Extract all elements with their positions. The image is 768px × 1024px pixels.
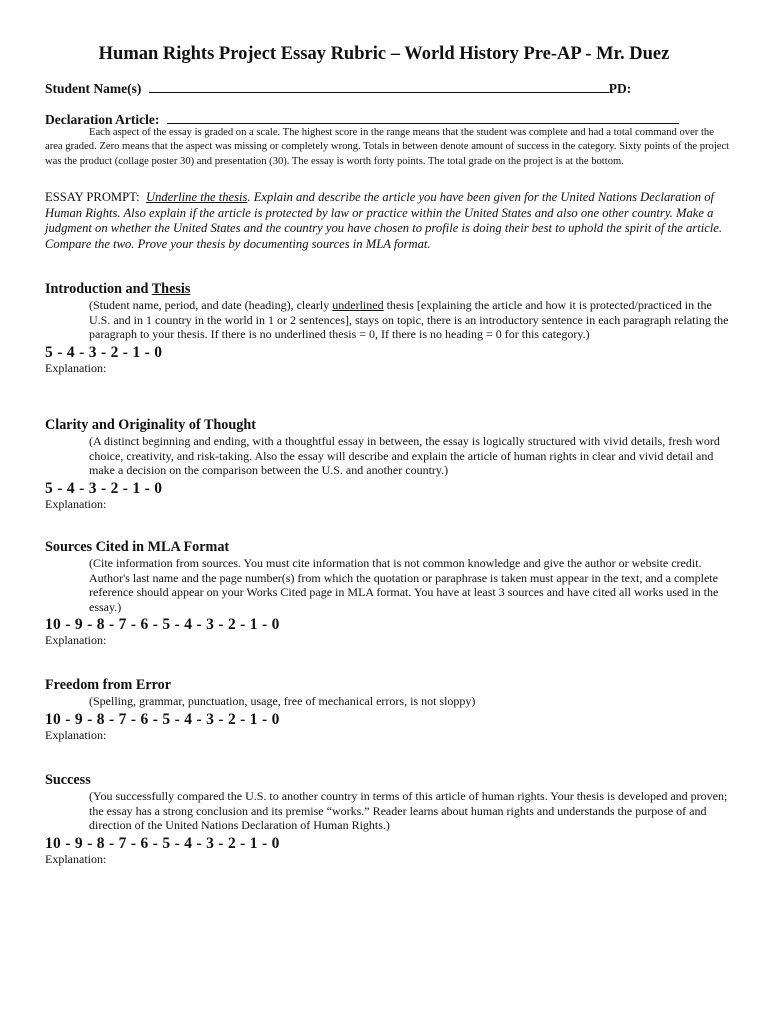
score-scale: 10 - 9 - 8 - 7 - 6 - 5 - 4 - 3 - 2 - 1 - 0 [45, 616, 280, 634]
essay-prompt-text: . Explain and describe the article you have been given for the United Nations Declaration of Human Rights. Also explain if the article is protected by law or practice within the United States and also one other country. Make a judgment on whether the United States and the country you have chosen to profile is doing their best to uphold the spirit of the article. Compare the two. Prove your thesis by documenting sources in MLA format. [45, 190, 723, 251]
section-sources-mla [45, 539, 731, 647]
score-scale: 5 - 4 - 3 - 2 - 1 - 0 [45, 479, 163, 497]
essay-prompt [45, 190, 731, 252]
explanation-label: Explanation: [45, 727, 107, 742]
section-title-underlined: Thesis [151, 281, 191, 297]
section-description: (Spelling, grammar, punctuation, usage, free of mechanical errors, is not sloppy) [89, 694, 476, 708]
section-description-underlined: underlined [332, 298, 384, 312]
student-name-label: Student Name(s) [45, 81, 142, 96]
section-description: (You successfully compared the U.S. to another country in terms of this article of human rights. Your thesis is developed and proven; the essay has a strong conclusion and its premise “works.” Reader learns about human rights and understands the purpose of and direction of the United Nations Declaration of Human Rights.) [89, 789, 728, 833]
underline-thesis-instruction: Underline the thesis [145, 190, 248, 204]
section-title: Sources Cited in MLA Format [45, 539, 230, 555]
explanation-label: Explanation: [45, 633, 107, 648]
section-introduction-thesis [45, 281, 731, 375]
score-scale: 10 - 9 - 8 - 7 - 6 - 5 - 4 - 3 - 2 - 1 - 0 [45, 710, 280, 728]
explanation-label: Explanation: [45, 496, 107, 511]
page-title: Human Rights Project Essay Rubric – World History Pre-AP - Mr. Duez [98, 44, 670, 64]
score-scale: 10 - 9 - 8 - 7 - 6 - 5 - 4 - 3 - 2 - 1 - 0 [45, 834, 280, 852]
section-description: (A distinct beginning and ending, with a thoughtful essay in between, the essay is logically structured with vivid details, fresh word choice, creativity, and risk-taking. Also the essay will describe and explain the article of human rights in clear and vivid detail and make a decision on the comparison between the U.S. and another country.) [89, 434, 720, 478]
explanation-label: Explanation: [45, 851, 107, 866]
section-freedom-from-error [45, 677, 731, 742]
declaration-article-field[interactable] [167, 111, 679, 124]
score-scale: 5 - 4 - 3 - 2 - 1 - 0 [45, 343, 163, 361]
explanation-label: Explanation: [45, 360, 107, 375]
student-name-field[interactable] [149, 80, 609, 93]
section-title: Clarity and Originality of Thought [45, 417, 257, 433]
section-title: Freedom from Error [45, 677, 172, 693]
section-title: Success [45, 772, 91, 788]
section-title-text: Introduction and [45, 281, 152, 297]
section-description [89, 298, 731, 342]
section-clarity-originality [45, 417, 731, 511]
grading-instructions: Each aspect of the essay is graded on a scale. The highest score in the range means that the student was complete and had a total command over the area graded. Zero means that the aspect was missing or completely wrong. Totals in between denote amount of success in the category. Sixty points of the project was the product (collage poster 30) and presentation (30). The essay is worth forty points. The total grade on the project is at the bottom. [45, 127, 730, 167]
student-name-line [45, 80, 631, 97]
section-success [45, 772, 731, 866]
section-description-part: thesis [explaining the article and how it is protected/practiced in the U.S. and in 1 country in the world in 1 or 2 sentences], stays on topic, there is an introductory sentence in each paragraph relating the paragraph to your thesis. If there is no underlined thesis = 0, If there is no heading = 0 for this category.) [89, 298, 729, 342]
declaration-article-label: Declaration Article: [45, 112, 160, 127]
section-title [45, 281, 731, 298]
section-description: (Cite information from sources. You must cite information that is not common knowledge and give the author or website credit. Author's last name and the page number(s) from which the quotation or paraphrase is taken must appear in the text, and a complete reference should appear on your Works Cited page in MLA format. You have at least 3 sources and have cited all works used in the essay.) [89, 556, 719, 614]
essay-prompt-label: ESSAY PROMPT: [45, 190, 140, 204]
section-description-part: (Student name, period, and date (heading), clearly [89, 298, 333, 312]
pd-label: PD: [608, 81, 632, 96]
